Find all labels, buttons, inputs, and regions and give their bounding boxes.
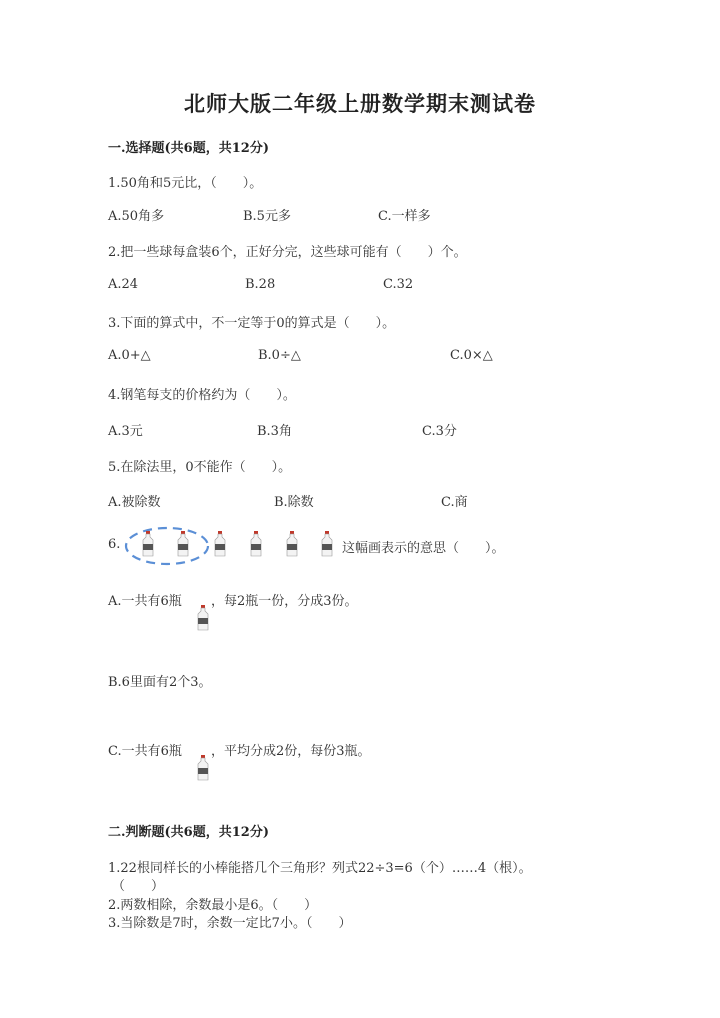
bottle-icon [285,531,299,557]
section-heading-judgement: 二.判断题(共6题，共12分) [108,825,269,840]
question-3: 3.下面的算式中，不一定等于0的算式是（ ）。 [108,316,396,331]
judgement-2: 2.两数相除，余数最小是6。（ ） [108,898,318,913]
q1-option-a: A.50角多 [108,209,165,224]
q5-option-c: C.商 [441,495,468,510]
q4-option-c: C.3分 [422,424,457,439]
q6-option-a-start: A.一共有6瓶 [108,594,182,609]
q6-option-c-start: C.一共有6瓶 [108,744,182,759]
bottle-icon [249,531,263,557]
bottle-icon [176,531,190,557]
page-title: 北师大版二年级上册数学期末测试卷 [184,91,536,116]
question-4: 4.钢笔每支的价格约为（ ）。 [108,388,296,403]
q2-option-a: A.24 [108,277,139,292]
grouping-ellipse [123,525,211,567]
q1-option-c: C.一样多 [378,209,431,224]
q3-option-c: C.0×△ [450,348,493,363]
bottle-icon [213,531,227,557]
q4-option-b: B.3角 [257,424,292,439]
bottle-icon [196,605,210,631]
q2-option-c: C.32 [383,277,414,292]
question-2: 2.把一些球每盒装6个，正好分完，这些球可能有（ ）个。 [108,245,467,260]
bottle-icon [320,531,334,557]
question-1: 1.50角和5元比，（ ）。 [108,176,263,191]
judgement-1-blank: （ ） [112,879,165,894]
question-6: 这幅画表示的意思（ ）。 [342,541,505,556]
q1-option-b: B.5元多 [243,209,291,224]
q3-option-a: A.0+△ [108,348,151,363]
judgement-3: 3.当除数是7时，余数一定比7小。（ ） [108,916,352,931]
judgement-1: 1.22根同样长的小棒能搭几个三角形？列式22÷3=6（个）……4（根）。 [108,861,532,876]
q6-option-b: B.6里面有2个3。 [108,675,212,690]
question-5: 5.在除法里，0不能作（ ）。 [108,460,292,475]
q3-option-b: B.0÷△ [258,348,301,363]
q5-option-a: A.被除数 [108,495,161,510]
q6-option-a-end: ，每2瓶一份，分成3份。 [211,594,358,609]
q6-option-c-end: ，平均分成2份，每份3瓶。 [211,744,371,759]
question-6-number: 6. [108,537,121,552]
bottle-icon [141,531,155,557]
section-heading-choice: 一.选择题(共6题，共12分) [108,141,269,156]
bottle-icon [196,755,210,781]
q4-option-a: A.3元 [108,424,143,439]
q5-option-b: B.除数 [274,495,314,510]
q2-option-b: B.28 [245,277,276,292]
